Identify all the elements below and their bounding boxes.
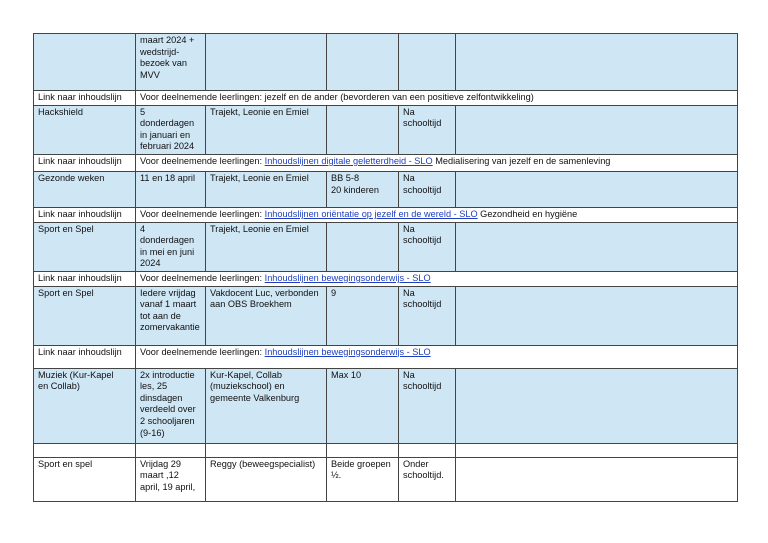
activity-table (33, 33, 738, 502)
activity-name-cell: Hackshield (34, 105, 136, 154)
timing-cell (399, 443, 456, 457)
activity-table-body (34, 34, 738, 502)
notes-cell (456, 222, 738, 271)
link-row-label: Link naar inhoudslijn (34, 91, 136, 106)
group-size-cell: Max 10 (327, 368, 399, 443)
activity-name-cell: Muziek (Kur-Kapel en Collab) (34, 368, 136, 443)
link-row (34, 271, 738, 286)
group-size-cell (327, 443, 399, 457)
activity-row (34, 286, 738, 345)
period-cell: Iedere vrijdag vanaf 1 maart tot aan de zomervakantie (136, 286, 206, 345)
link-row-text (136, 271, 738, 286)
link-row-label: Link naar inhoudslijn (34, 345, 136, 368)
provider-cell: Kur-Kapel, Collab (muziekschool) en gemeente Valkenburg (206, 368, 327, 443)
activity-name-cell: Gezonde weken (34, 171, 136, 207)
link-row-suffix: Gezondheid en hygiëne (477, 208, 578, 219)
slo-link[interactable]: Inhoudslijnen bewegingsonderwijs - SLO (264, 346, 431, 357)
link-row (34, 91, 738, 106)
link-row-prefix: Voor deelnemende leerlingen: (140, 346, 265, 357)
activity-name-cell: Sport en Spel (34, 222, 136, 271)
empty-row (34, 443, 738, 457)
slo-link[interactable]: Inhoudslijnen oriëntatie op jezelf en de wereld - SLO (264, 208, 478, 219)
link-row (34, 345, 738, 368)
link-row (34, 207, 738, 222)
timing-cell: Na schooltijd (399, 368, 456, 443)
notes-cell (456, 171, 738, 207)
notes-cell (456, 457, 738, 501)
link-row-label: Link naar inhoudslijn (34, 154, 136, 171)
group-size-cell: BB 5-8 20 kinderen (327, 171, 399, 207)
timing-cell: Na schooltijd (399, 105, 456, 154)
link-row-text (136, 91, 738, 106)
timing-cell (399, 34, 456, 91)
period-cell: 5 donderdagen in januari en februari 2024 (136, 105, 206, 154)
provider-cell (206, 443, 327, 457)
link-row-text (136, 154, 738, 171)
timing-cell: Na schooltijd (399, 222, 456, 271)
activity-name-cell: Sport en Spel (34, 286, 136, 345)
link-row-label: Link naar inhoudslijn (34, 207, 136, 222)
period-cell (136, 443, 206, 457)
group-size-cell: Beide groepen ½. (327, 457, 399, 501)
provider-cell (206, 34, 327, 91)
period-cell: 2x introductie les, 25 dinsdagen verdeeld over 2 schooljaren (9-16) (136, 368, 206, 443)
notes-cell (456, 286, 738, 345)
provider-cell: Trajekt, Leonie en Emiel (206, 171, 327, 207)
slo-link[interactable]: Inhoudslijnen bewegingsonderwijs - SLO (264, 272, 431, 283)
activity-name-cell: Sport en spel (34, 457, 136, 501)
link-row-label: Link naar inhoudslijn (34, 271, 136, 286)
activity-row (34, 171, 738, 207)
link-row-prefix: Voor deelnemende leerlingen: (140, 208, 265, 219)
link-row-prefix: Voor deelnemende leerlingen: jezelf en de ander (bevorderen van een positieve zelfontwikkeling) (140, 92, 534, 102)
link-row-prefix: Voor deelnemende leerlingen: (140, 155, 265, 166)
provider-cell: Trajekt, Leonie en Emiel (206, 105, 327, 154)
link-row-suffix: Medialisering van jezelf en de samenleving (432, 155, 611, 166)
activity-row (34, 34, 738, 91)
activity-row (34, 222, 738, 271)
group-size-cell (327, 34, 399, 91)
link-row (34, 154, 738, 171)
link-row-text (136, 207, 738, 222)
period-cell: maart 2024 + wedstrijd- bezoek van MVV (136, 34, 206, 91)
notes-cell (456, 443, 738, 457)
provider-cell: Trajekt, Leonie en Emiel (206, 222, 327, 271)
activity-row (34, 457, 738, 501)
link-row-text (136, 345, 738, 368)
slo-link[interactable]: Inhoudslijnen digitale geletterdheid - SLO (264, 155, 433, 166)
group-size-cell (327, 105, 399, 154)
activity-name-cell (34, 34, 136, 91)
group-size-cell: 9 (327, 286, 399, 345)
period-cell: Vrijdag 29 maart ,12 april, 19 april, (136, 457, 206, 501)
notes-cell (456, 368, 738, 443)
timing-cell: Na schooltijd (399, 286, 456, 345)
provider-cell: Vakdocent Luc, verbonden aan OBS Broekhem (206, 286, 327, 345)
period-cell: 11 en 18 april (136, 171, 206, 207)
period-cell: 4 donderdagen in mei en juni 2024 (136, 222, 206, 271)
activity-name-cell (34, 443, 136, 457)
notes-cell (456, 34, 738, 91)
link-row-prefix: Voor deelnemende leerlingen: (140, 272, 265, 283)
notes-cell (456, 105, 738, 154)
group-size-cell (327, 222, 399, 271)
timing-cell: Onder schooltijd. (399, 457, 456, 501)
provider-cell: Reggy (beweegspecialist) (206, 457, 327, 501)
activity-row (34, 368, 738, 443)
timing-cell: Na schooltijd (399, 171, 456, 207)
activity-row (34, 105, 738, 154)
